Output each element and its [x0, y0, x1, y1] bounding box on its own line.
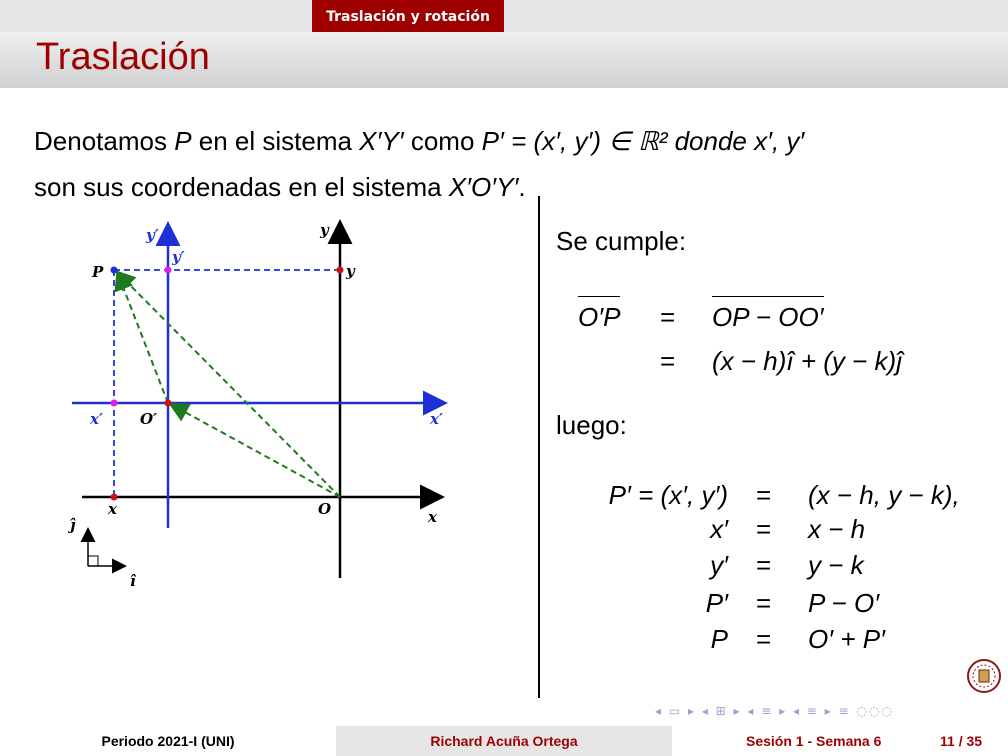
vector-OprimeP: O′P — [578, 302, 620, 333]
label-i-hat: î — [130, 572, 136, 590]
sys-rhs-1: (x − h, y − k), — [808, 480, 960, 510]
label-x-point: x — [108, 500, 117, 518]
sys-lhs-4: P′ — [705, 588, 728, 618]
footer-session-block — [672, 726, 1008, 756]
sys-lhs-2: x′ — [710, 514, 728, 544]
sys-rhs-3: y − k — [808, 550, 864, 580]
vector-equation-line-1 — [578, 302, 620, 333]
se-cumple-label: Se cumple: — [556, 226, 687, 256]
vector-equation-rhs-2: (x − h)î + (y − k)ĵ — [712, 346, 902, 376]
label-y-prime-axis: y′ — [146, 226, 159, 244]
column-divider — [538, 196, 540, 698]
sys-rhs-5: O′ + P′ — [808, 624, 885, 654]
vector-OP-minus-OOprime: OP − OO′ — [712, 302, 824, 332]
beamer-navigation[interactable] — [655, 704, 894, 718]
point-P — [111, 267, 118, 274]
intro-text — [34, 118, 804, 210]
footer-author: Richard Acuña Ortega — [336, 726, 672, 756]
sys-rhs-2: x − h — [808, 514, 866, 544]
footer-session: Sesión 1 - Semana 6 — [746, 733, 882, 749]
label-y-point: y — [346, 262, 355, 280]
footer-bar — [0, 726, 1008, 756]
footer-period: Periodo 2021-I (UNI) — [0, 726, 336, 756]
label-O-prime: O′ — [140, 410, 158, 428]
sys-op-2: = — [756, 514, 772, 544]
label-y-axis: y — [320, 221, 329, 239]
vector-O-to-P — [118, 273, 340, 497]
header-right-block — [504, 0, 1008, 32]
vector-O-to-Oprime — [172, 405, 340, 497]
sys-lhs-1: P′ = (x′, y′) — [608, 480, 728, 510]
label-y-prime-point: y′ — [172, 248, 185, 266]
sys-lhs-3: y′ — [710, 550, 728, 580]
sys-op-3: = — [756, 550, 772, 580]
eq2-operator: = — [660, 346, 676, 376]
sys-rhs-4: P − O′ — [808, 588, 880, 618]
label-j-hat: ĵ — [70, 516, 76, 534]
footer-page-number: 11 / 35 — [940, 733, 983, 749]
slide-title: Traslación — [36, 36, 210, 78]
luego-label: luego: — [556, 410, 627, 440]
sys-op-1: = — [756, 480, 772, 510]
basis-right-angle — [88, 556, 98, 566]
label-O: O — [318, 500, 332, 518]
title-bar — [0, 32, 1008, 88]
nav-prev-frame-icon[interactable]: ◂ ▭ ▸ — [655, 704, 697, 718]
nav-prev-subsection-icon[interactable]: ◂ ⊞ ▸ — [701, 704, 742, 718]
label-x-prime-axis: x′ — [430, 410, 443, 428]
intro-line-1: Denotamos P en el sistema X′Y′ como P′ = (x′, y′) ∈ ℝ² donde x′, y′ — [34, 126, 805, 156]
point-O-prime — [165, 400, 172, 407]
university-seal-icon — [966, 658, 1002, 694]
sys-op-4: = — [756, 588, 772, 618]
point-y — [337, 267, 344, 274]
intro-line-2: son sus coordenadas en el sistema X′O′Y′. — [34, 172, 526, 202]
vector-equation-rhs-1 — [712, 302, 824, 333]
label-x-axis: x — [428, 508, 437, 526]
label-x-prime-point: x′ — [90, 410, 103, 428]
header-left-block — [0, 0, 312, 32]
header-bar — [0, 0, 1008, 32]
label-P: P — [92, 263, 104, 281]
sys-op-5: = — [756, 624, 772, 654]
nav-section-icon[interactable]: ◂ ≡ ▸ — [747, 704, 788, 718]
nav-doc-icon[interactable]: ≡ — [838, 704, 851, 718]
eq1-operator: = — [660, 302, 676, 332]
vector-Oprime-to-P — [118, 274, 168, 403]
translation-diagram — [60, 210, 460, 600]
nav-subsection-icon[interactable]: ◂ ≡ ▸ — [792, 704, 833, 718]
point-x-prime — [111, 400, 118, 407]
point-y-prime — [165, 267, 172, 274]
section-title[interactable]: Traslación y rotación — [312, 0, 504, 32]
sys-lhs-5: P — [710, 624, 728, 654]
nav-search-icon[interactable]: ◌◌◌ — [856, 704, 894, 718]
